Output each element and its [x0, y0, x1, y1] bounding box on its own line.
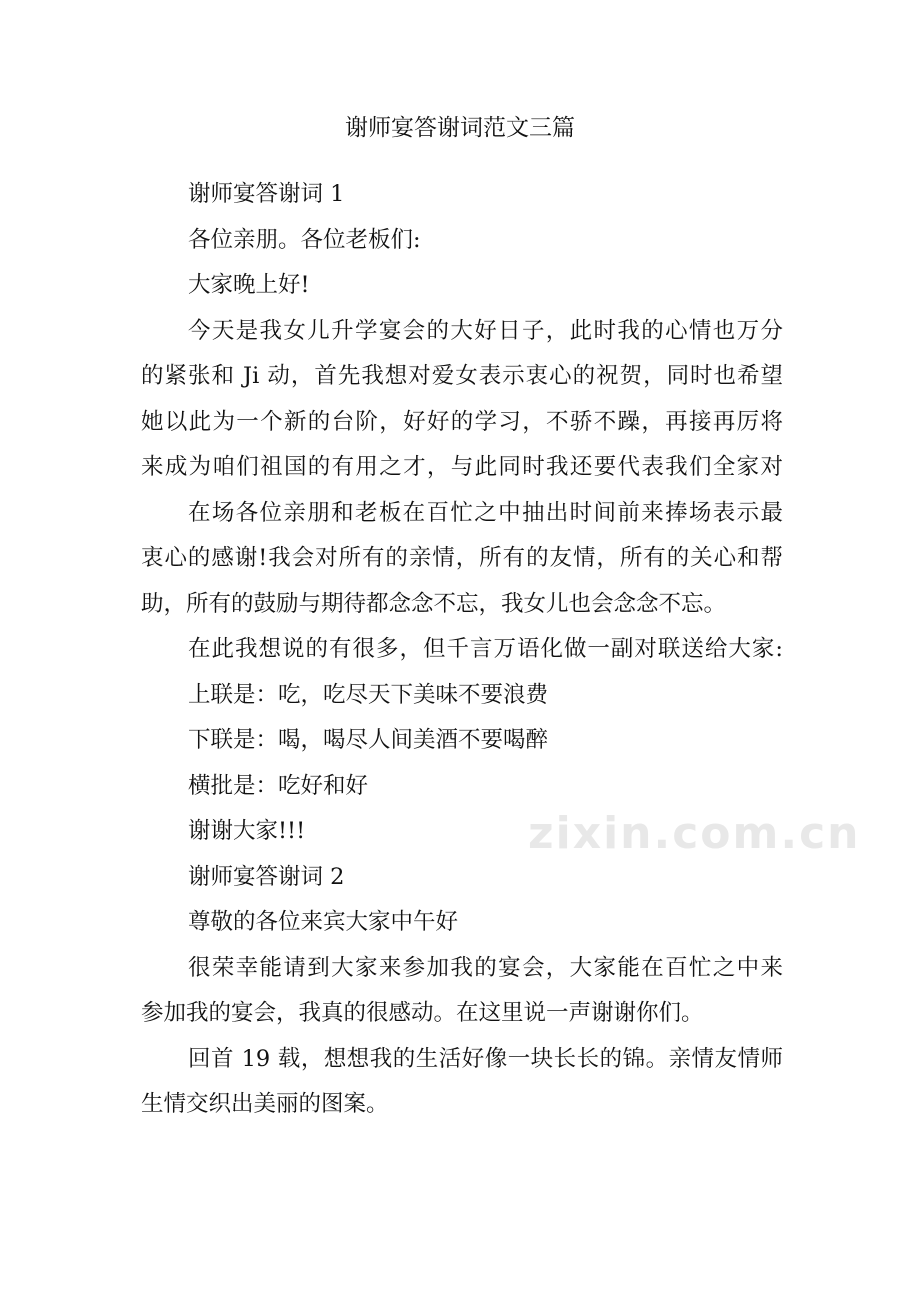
text-line: 上联是：吃，吃尽天下美味不要浪费 [188, 681, 549, 708]
text-line: 尊敬的各位来宾大家中午好 [188, 909, 459, 935]
document-body [141, 172, 783, 1128]
document-title: 谢师宴答谢词范文三篇 [345, 115, 575, 141]
text-line: 谢师宴答谢词 1 [188, 181, 345, 207]
text-line: 生情交织出美丽的图案。 [141, 1091, 389, 1117]
text-line: 大家晚上好! [188, 272, 310, 298]
text-line: 下联是：喝，喝尽人间美酒不要喝醉 [188, 727, 549, 753]
text-line: 助，所有的鼓励与期待都念念不忘，我女儿也会念念不忘。 [141, 590, 727, 617]
text-line: 她以此为一个新的台阶，好好的学习，不骄不躁，再接再厉将 [141, 408, 783, 435]
text-line: 横批是：吃好和好 [188, 772, 369, 799]
text-line: 的紧张和 Ji 动，首先我想对爱女表示衷心的祝贺，同时也希望 [141, 363, 783, 389]
text-line: 在场各位亲朋和老板在百忙之中抽出时间前来捧场表示最 [188, 499, 783, 526]
text-line: 谢谢大家!!! [188, 818, 306, 844]
text-line: 很荣幸能请到大家来参加我的宴会，大家能在百忙之中来 [188, 954, 783, 981]
text-line: 衷心的感谢!我会对所有的亲情，所有的友情，所有的关心和帮 [141, 545, 783, 571]
text-line: 各位亲朋。各位老板们: [188, 226, 421, 253]
text-line: 谢师宴答谢词 2 [188, 863, 345, 890]
text-line: 回首 19 载，想想我的生活好像一块长长的锦。亲情友情师 [188, 1045, 783, 1072]
watermark: zixin.com.cn [528, 808, 861, 859]
text-line: 今天是我女儿升学宴会的大好日子，此时我的心情也万分 [188, 317, 783, 344]
text-line: 参加我的宴会，我真的很感动。在这里说一声谢谢你们。 [141, 1000, 704, 1026]
text-line: 来成为咱们祖国的有用之才，与此同时我还要代表我们全家对 [141, 454, 783, 480]
text-line: 在此我想说的有很多，但千言万语化做一副对联送给大家: [188, 636, 783, 662]
